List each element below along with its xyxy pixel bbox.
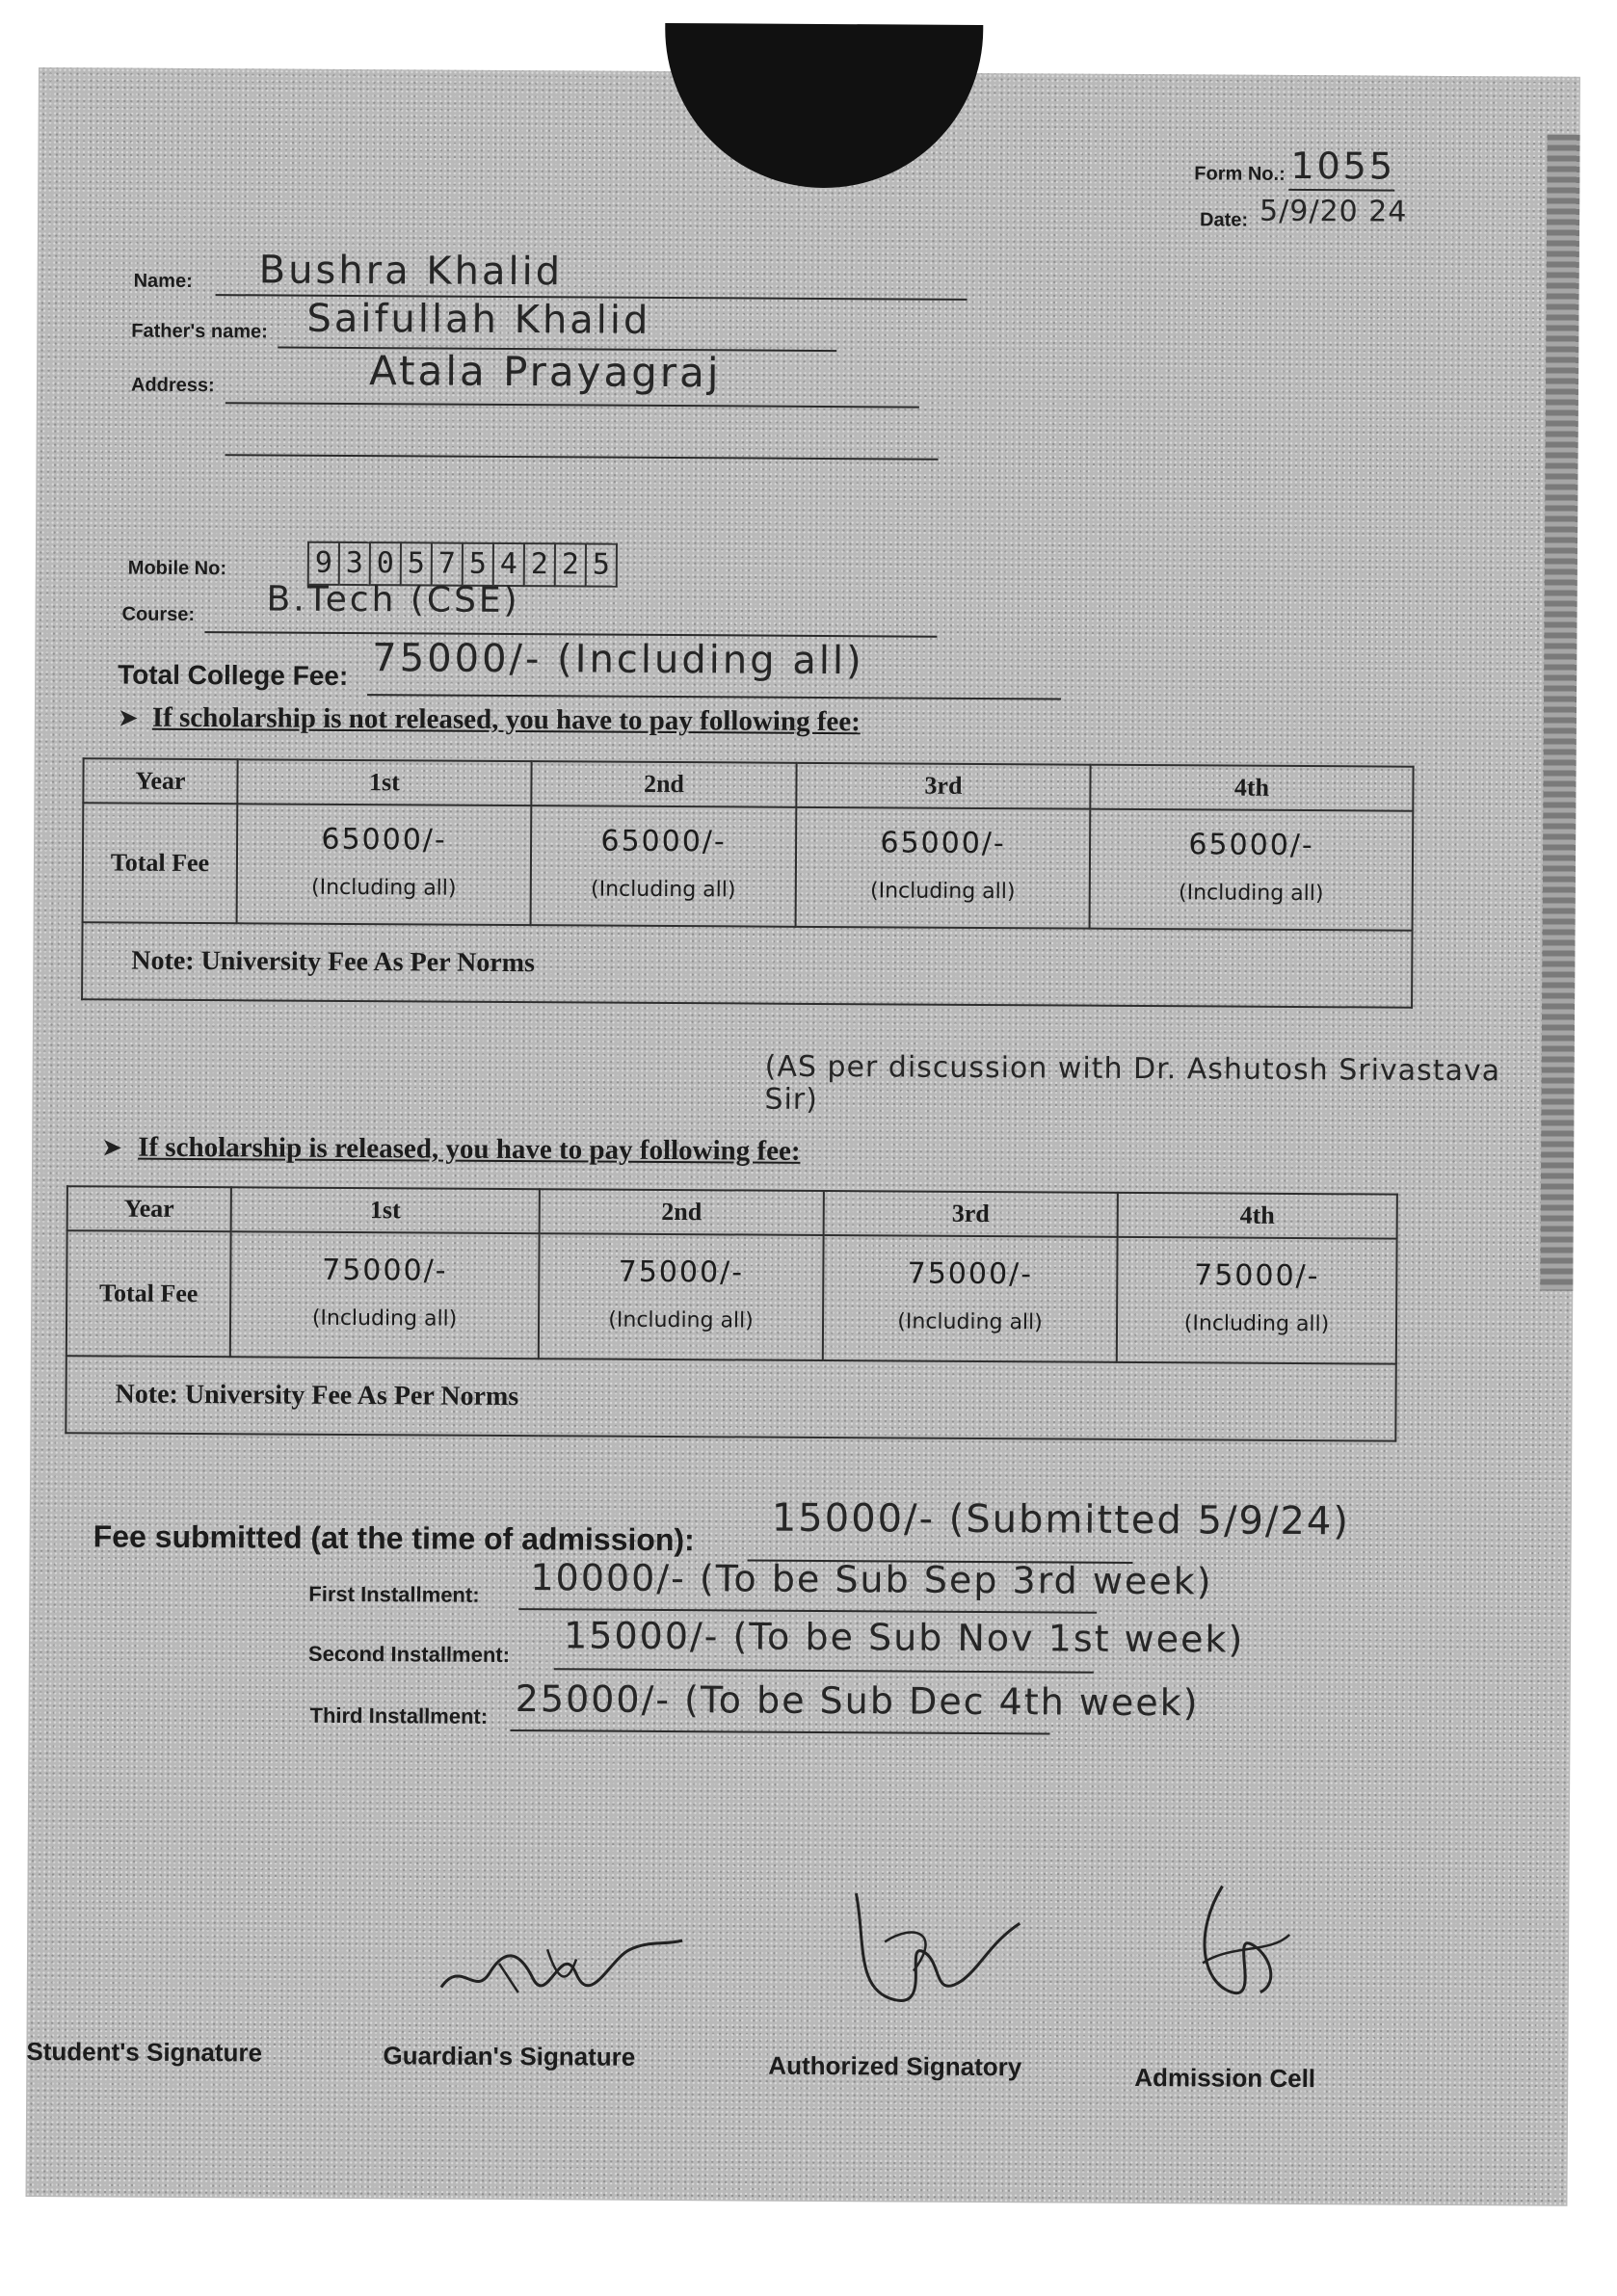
guardian-signature-scribble bbox=[432, 1920, 693, 2009]
mobile-digit: 9 bbox=[307, 541, 340, 586]
course-value: B.Tech (CSE) bbox=[266, 579, 520, 621]
name-label: Name: bbox=[133, 270, 193, 292]
year-3-fee-cell bbox=[796, 807, 1091, 929]
fee-amount: 75000/- bbox=[907, 1256, 1034, 1292]
fee-amount: 75000/- bbox=[1194, 1258, 1320, 1294]
mobile-digit: 5 bbox=[587, 542, 618, 587]
year-1-fee-cell bbox=[230, 1231, 540, 1359]
fee-amount: 65000/- bbox=[1188, 828, 1314, 863]
handwritten-discussion-note: (AS per discussion with Dr. Ashutosh Srivastava Sir) bbox=[764, 1049, 1501, 1117]
address-value: Atala Prayagraj bbox=[368, 347, 722, 397]
fee-amount-note: (Including all) bbox=[311, 875, 457, 901]
arrow-bullet-icon: ➤ bbox=[101, 1133, 123, 1163]
mobile-digit: 3 bbox=[340, 541, 371, 586]
mobile-digit: 5 bbox=[402, 541, 433, 586]
admission-cell-label: Admission Cell bbox=[1134, 2062, 1316, 2094]
third-installment-value: 25000/- (To be Sub Dec 4th week) bbox=[515, 1677, 1200, 1725]
year-2-fee-cell bbox=[539, 1233, 824, 1360]
mobile-digit: 2 bbox=[556, 542, 587, 587]
mobile-digit: 5 bbox=[464, 542, 494, 587]
fee-amount-note: (Including all) bbox=[869, 879, 1016, 905]
admission-cell-signature-scribble bbox=[1164, 1876, 1310, 2021]
authorized-signatory-label: Authorized Signatory bbox=[768, 2050, 1022, 2082]
fee-amount-note: (Including all) bbox=[608, 1307, 754, 1333]
year-1-fee-cell bbox=[237, 804, 532, 925]
year-3-header: 3rd bbox=[824, 1191, 1118, 1237]
fee-amount-note: (Including all) bbox=[311, 1306, 458, 1332]
total-fee-row-label: Total Fee bbox=[83, 803, 238, 923]
released-heading: If scholarship is released, you have to pay following fee: bbox=[138, 1131, 801, 1167]
total-fee-label: Total College Fee: bbox=[118, 659, 349, 691]
total-fee-row-label: Total Fee bbox=[66, 1230, 231, 1357]
mobile-digit: 7 bbox=[433, 542, 464, 587]
mobile-digit: 2 bbox=[525, 542, 556, 587]
authorized-signature-scribble bbox=[827, 1884, 1040, 2029]
year-4-header: 4th bbox=[1090, 765, 1413, 811]
third-installment-label: Third Installment: bbox=[309, 1702, 489, 1729]
form-no-value: 1055 bbox=[1290, 144, 1396, 188]
year-2-header: 2nd bbox=[540, 1189, 824, 1235]
fee-amount-note: (Including all) bbox=[591, 877, 736, 903]
fee-amount-note: (Including all) bbox=[1183, 1311, 1330, 1337]
fee-submitted-label: Fee submitted (at the time of admission): bbox=[93, 1518, 695, 1558]
form-no-label: Form No.: bbox=[1194, 163, 1286, 185]
first-installment-label: First Installment: bbox=[308, 1581, 480, 1607]
address-line bbox=[225, 402, 919, 408]
year-header: Year bbox=[67, 1186, 231, 1231]
fee-submitted-value: 15000/- (Submitted 5/9/24) bbox=[771, 1495, 1351, 1544]
year-2-fee-cell bbox=[531, 805, 797, 927]
first-installment-value: 10000/- (To be Sub Sep 3rd week) bbox=[530, 1556, 1213, 1603]
year-3-header: 3rd bbox=[796, 763, 1090, 809]
university-fee-note: Note: University Fee As Per Norms bbox=[66, 1356, 1395, 1440]
year-2-header: 2nd bbox=[531, 761, 796, 807]
year-3-fee-cell bbox=[823, 1235, 1118, 1362]
fee-table-released bbox=[65, 1185, 1398, 1441]
fee-table-not-released bbox=[81, 757, 1415, 1008]
fee-amount: 75000/- bbox=[618, 1254, 745, 1290]
third-installment-line bbox=[510, 1729, 1049, 1734]
name-value: Bushra Khalid bbox=[258, 248, 564, 295]
date-label: Date: bbox=[1199, 209, 1249, 231]
mobile-digit: 4 bbox=[494, 542, 525, 587]
father-name-value: Saifullah Khalid bbox=[306, 296, 651, 343]
second-installment-label: Second Installment: bbox=[307, 1641, 511, 1668]
year-4-fee-cell bbox=[1090, 809, 1414, 931]
year-1-header: 1st bbox=[237, 759, 531, 805]
address-label: Address: bbox=[130, 374, 215, 397]
scanned-form-sheet bbox=[25, 67, 1579, 2206]
year-header: Year bbox=[83, 758, 237, 804]
first-installment-line bbox=[518, 1608, 1097, 1614]
punch-hole bbox=[664, 23, 983, 189]
fee-amount: 65000/- bbox=[321, 822, 447, 858]
fee-amount: 65000/- bbox=[880, 826, 1006, 861]
guardian-signature-label: Guardian's Signature bbox=[383, 2041, 636, 2072]
date-value: 5/9/20 24 bbox=[1259, 194, 1408, 229]
father-name-label: Father's name: bbox=[131, 320, 268, 343]
year-4-header: 4th bbox=[1118, 1193, 1397, 1239]
scan-edge bbox=[1540, 135, 1579, 1291]
address-line-2 bbox=[225, 454, 939, 461]
second-installment-line bbox=[554, 1668, 1094, 1673]
year-4-fee-cell bbox=[1117, 1237, 1397, 1364]
fee-amount-note: (Including all) bbox=[1178, 881, 1324, 907]
form-no-line bbox=[1288, 189, 1394, 192]
total-fee-line bbox=[367, 694, 1061, 699]
fee-amount-note: (Including all) bbox=[897, 1309, 1043, 1335]
second-installment-value: 15000/- (To be Sub Nov 1st week) bbox=[563, 1614, 1245, 1661]
total-fee-value: 75000/- (Including all) bbox=[372, 636, 864, 684]
mobile-label: Mobile No: bbox=[127, 557, 227, 580]
fee-amount: 65000/- bbox=[600, 824, 727, 859]
university-fee-note: Note: University Fee As Per Norms bbox=[82, 922, 1412, 1007]
not-released-heading: If scholarship is not released, you have to pay following fee: bbox=[151, 701, 861, 738]
year-1-header: 1st bbox=[231, 1187, 540, 1233]
course-label: Course: bbox=[121, 603, 196, 626]
arrow-bullet-icon: ➤ bbox=[117, 703, 139, 733]
fee-amount: 75000/- bbox=[322, 1253, 448, 1288]
mobile-digit: 0 bbox=[371, 541, 402, 586]
student-signature-label: Student's Signature bbox=[26, 2036, 263, 2068]
